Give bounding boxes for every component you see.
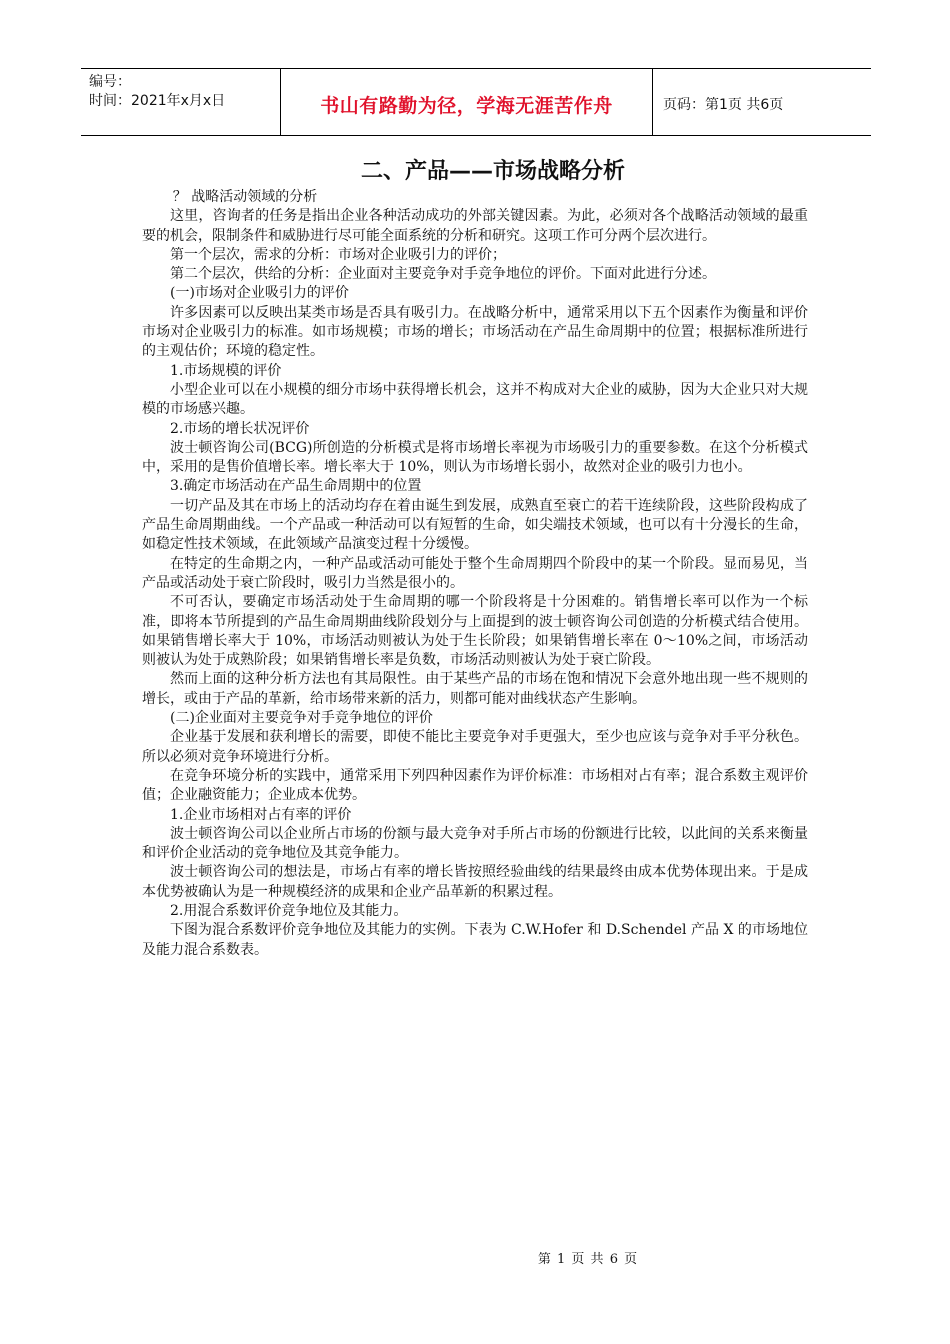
document-date: 时间：2021年x月x日: [89, 93, 226, 109]
page-footer: 第 1 页 共 6 页: [537, 1252, 639, 1267]
paragraph: 许多因素可以反映出某类市场是否具有吸引力。在战略分析中，通常采用以下五个因素作为衡量和评价市场对企业吸引力的标准。如市场规模；市场的增长；市场活动在产品生命周期中的位置；根据标准所进行的主观估价；环境的稳定性。: [142, 304, 808, 360]
header-meta-cell: [81, 69, 281, 135]
paragraph: 这里，咨询者的任务是指出企业各种活动成功的外部关键因素。为此，必须对各个战略活动领域的最重要的机会，限制条件和威胁进行尽可能全面系统的分析和研究。这项工作可分两个层次进行。: [142, 208, 808, 244]
paragraph: 波士顿咨询公司以企业所占市场的份额与最大竞争对手所占市场的份额进行比较，以此间的关系来衡量和评价企业活动的竞争地位及其竞争能力。: [142, 825, 808, 862]
section-heading-strategy-fields: ？ 战略活动领域的分析: [172, 189, 318, 205]
paragraph: 下图为混合系数评价竞争地位及其能力的实例。下表为 C.W.Hofer 和 D.Schendel 产品 X 的市场地位及能力混合系数表。: [142, 922, 808, 958]
subsection-heading: 3.确定市场活动在产品生命周期中的位置: [170, 478, 422, 495]
subsection-heading: 2.市场的增长状况评价: [170, 420, 310, 437]
paragraph: 第二个层次，供给的分析：企业面对主要竞争对手竞争地位的评价。下面对此进行分述。: [170, 266, 716, 283]
subsection-heading: 1.企业市场相对占有率的评价: [170, 806, 352, 823]
page-title: 二、产品——市场战略分析: [360, 159, 625, 184]
header-motto-cell: [281, 69, 653, 135]
page-indicator: 页码：第1页 共6页: [663, 97, 784, 113]
paragraph: 在竞争环境分析的实践中，通常采用下列四种因素作为评价标准：市场相对占有率；混合系数主观评价值；企业融资能力；企业成本优势。: [142, 767, 808, 804]
paragraph: 波士顿咨询公司(BCG)所创造的分析模式是将市场增长率视为市场吸引力的重要参数。在这个分析模式中，采用的是售价值增长率。增长率大于 10%，则认为市场增长弱小，故然对企业的吸引力也小。: [142, 439, 808, 476]
paragraph: 第一个层次，需求的分析：市场对企业吸引力的评价；: [170, 246, 506, 263]
paragraph: 一切产品及其在市场上的活动均存在着由诞生到发展，成熟直至衰亡的若干连续阶段，这些阶段构成了产品生命周期曲线。一个产品或一种活动可以有短暂的生命，如尖端技术领域，也可以有十分漫长的生命，如稳定性技术领域，在此领域产品演变过程十分缓慢。: [142, 497, 808, 553]
paragraph: 在特定的生命期之内，一种产品或活动可能处于整个生命周期四个阶段中的某一个阶段。显而易见，当产品或活动处于衰亡阶段时，吸引力当然是很小的。: [142, 555, 808, 591]
header-page-cell: [653, 69, 871, 135]
subsection-heading: 2.用混合系数评价竞争地位及其能力。: [170, 902, 408, 919]
paragraph: 波士顿咨询公司的想法是，市场占有率的增长皆按照经验曲线的结果最终由成本优势体现出来。于是成本优势被确认为是一种规模经济的成果和企业产品革新的积累过程。: [142, 864, 808, 900]
motto-text: 书山有路勤为径，学海无涯苦作舟: [320, 94, 613, 117]
subsection-heading: (一)市场对企业吸引力的评价: [170, 285, 349, 302]
subsection-heading: 1.市场规模的评价: [170, 362, 282, 379]
paragraph: 小型企业可以在小规模的细分市场中获得增长机会，这并不构成对大企业的威胁，因为大企业只对大规模的市场感兴趣。: [142, 381, 808, 418]
document-header: [81, 68, 871, 136]
subsection-heading: (二)企业面对主要竞争对手竞争地位的评价: [170, 710, 433, 727]
paragraph: 然而上面的这种分析方法也有其局限性。由于某些产品的市场在饱和情况下会意外地出现一些不规则的增长，或由于产品的革新，给市场带来新的活力，则都可能对曲线状态产生影响。: [142, 671, 808, 707]
paragraph: 企业基于发展和获利增长的需要，即使不能比主要竞争对手更强大，至少也应该与竞争对手平分秋色。所以必须对竞争环境进行分析。: [142, 729, 808, 765]
paragraph: 不可否认，要确定市场活动处于生命周期的哪一个阶段将是十分困难的。销售增长率可以作为一个标准，即将本节所提到的产品生命周期曲线阶段划分与上面提到的波士顿咨询公司创造的分析模式结合使用。如果销售增长率大于 10%，市场活动则被认为处于生长阶段；如果销售增长率在 0～10%之间，市场活动则被认为处于成熟阶段；如果销售增长率是负数，市场活动则被认为处于衰亡阶段。: [142, 594, 808, 669]
document-body: [142, 188, 808, 960]
document-code-label: 编号：: [89, 74, 131, 90]
